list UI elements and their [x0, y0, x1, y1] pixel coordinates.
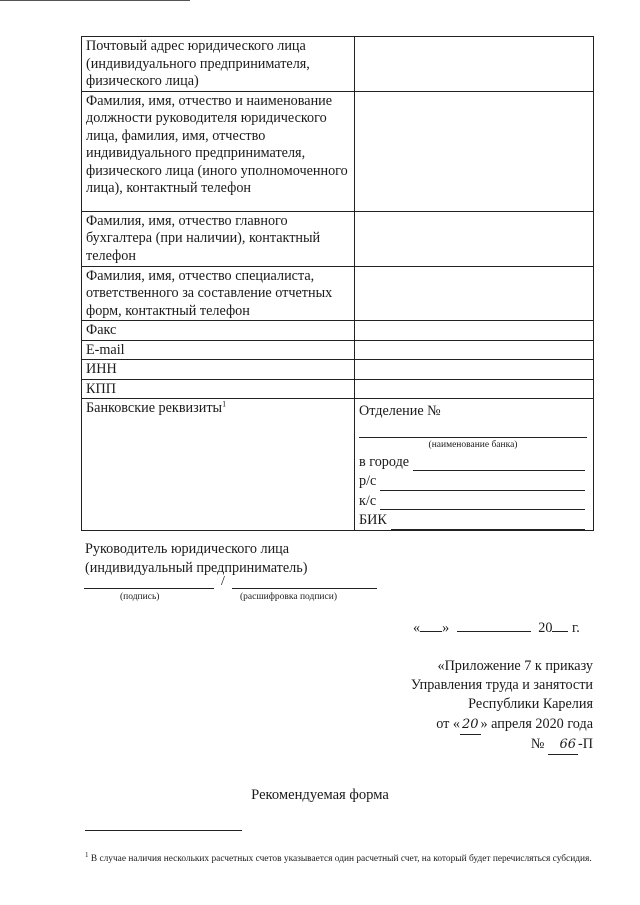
value-cell-head-name[interactable]	[355, 91, 594, 211]
signature-slash: /	[221, 574, 225, 589]
table-row	[82, 321, 594, 341]
year-suffix: г.	[572, 620, 580, 636]
organization-details-table	[81, 36, 594, 531]
corr-account-field	[359, 493, 585, 511]
row-label-head-name: Фамилия, имя, отчество и наименование должности руководителя юридического лица, фамилия, имя, отчество индивидуального предпринимателя, физического лица (иного уполномоченного лица), контактный телефон	[82, 91, 355, 211]
year-field[interactable]	[552, 619, 568, 632]
row-label-inn: ИНН	[82, 360, 355, 380]
appendix-number-prefix: №	[530, 735, 545, 752]
footnote-marker: 1	[85, 851, 89, 859]
appendix-number-handwritten: 66	[548, 735, 578, 755]
footnote-text: В случае наличия нескольких расчетных счетов указывается один расчетный счет, на который будет перечисляться субсидия.	[90, 854, 592, 865]
appendix-date-prefix: от «	[436, 715, 460, 732]
date-open-quote: «	[413, 620, 421, 636]
row-label-chief-accountant: Фамилия, имя, отчество главного бухгалтера (при наличии), контактный телефон	[82, 211, 355, 266]
signature-caption: (подпись)	[120, 592, 160, 602]
table-row	[82, 266, 594, 321]
row-label-email: E-mail	[82, 340, 355, 360]
month-field[interactable]	[457, 619, 531, 632]
table-row	[82, 340, 594, 360]
city-label: в городе	[359, 453, 410, 470]
row-label-fax: Факс	[82, 321, 355, 341]
appendix-date-suffix: » апреля 2020 года	[480, 715, 593, 732]
city-input-line[interactable]	[413, 456, 585, 471]
date-line	[413, 619, 580, 637]
appendix-day-handwritten: 20	[460, 715, 481, 735]
year-prefix: 20	[538, 620, 553, 636]
bik-input-line[interactable]	[391, 515, 585, 530]
table-row	[82, 379, 594, 399]
account-label: р/с	[359, 473, 377, 489]
bik-field	[359, 512, 585, 530]
signatory-title-line2: (индивидуальный предприниматель)	[85, 560, 308, 576]
value-cell-report-specialist[interactable]	[355, 266, 594, 321]
bank-details-cell	[355, 399, 594, 531]
row-label-kpp: КПП	[82, 379, 355, 399]
bank-details-label: Банковские реквизиты	[86, 400, 223, 416]
bank-name-caption: (наименование банка)	[428, 439, 518, 450]
bank-name-field[interactable]	[359, 421, 587, 438]
footnote-separator	[85, 830, 242, 831]
account-field	[359, 473, 585, 491]
table-row	[82, 37, 594, 92]
value-cell-fax[interactable]	[355, 321, 594, 341]
footnote	[85, 848, 595, 866]
signatory-title-line1: Руководитель юридического лица	[85, 541, 290, 557]
value-cell-postal-address[interactable]	[355, 37, 594, 92]
row-label-bank-details	[82, 399, 355, 531]
row-label-postal-address: Почтовый адрес юридического лица (индивидуального предпринимателя, физического лица)	[82, 37, 355, 92]
appendix-number-suffix: -П	[578, 735, 593, 752]
recommended-form-title: Рекомендуемая форма	[251, 787, 389, 803]
value-cell-email[interactable]	[355, 340, 594, 360]
date-close-quote: »	[442, 620, 450, 636]
day-field[interactable]	[420, 619, 442, 632]
value-cell-inn[interactable]	[355, 360, 594, 380]
signature-decoding-line[interactable]	[232, 588, 377, 589]
table-row	[82, 360, 594, 380]
scan-edge-line	[0, 0, 190, 1]
signature-line[interactable]	[84, 588, 214, 589]
table-row	[82, 399, 594, 531]
appendix-number	[411, 735, 593, 755]
account-input-line[interactable]	[380, 476, 585, 491]
table-row	[82, 211, 594, 266]
row-label-report-specialist: Фамилия, имя, отчество специалиста, ответственного за составление отчетных форм, контактный телефон	[82, 266, 355, 321]
table-row	[82, 91, 594, 211]
bank-branch-label: Отделение №	[359, 403, 441, 419]
signature-decoding-caption: (расшифровка подписи)	[240, 592, 337, 602]
appendix-line3: Республики Карелия	[468, 696, 593, 713]
value-cell-chief-accountant[interactable]	[355, 211, 594, 266]
corr-account-label: к/с	[359, 492, 377, 509]
appendix-line1: «Приложение 7 к приказу	[437, 658, 593, 674]
appendix-date	[411, 715, 593, 735]
footnote-ref: 1	[222, 399, 227, 409]
bik-label: БИК	[359, 512, 387, 528]
appendix-line2: Управления труда и занятости	[410, 677, 593, 694]
value-cell-kpp[interactable]	[355, 379, 594, 399]
signatory-heading	[85, 540, 307, 578]
city-field	[359, 454, 585, 472]
appendix-block	[411, 657, 593, 755]
corr-account-input-line[interactable]	[380, 495, 585, 510]
